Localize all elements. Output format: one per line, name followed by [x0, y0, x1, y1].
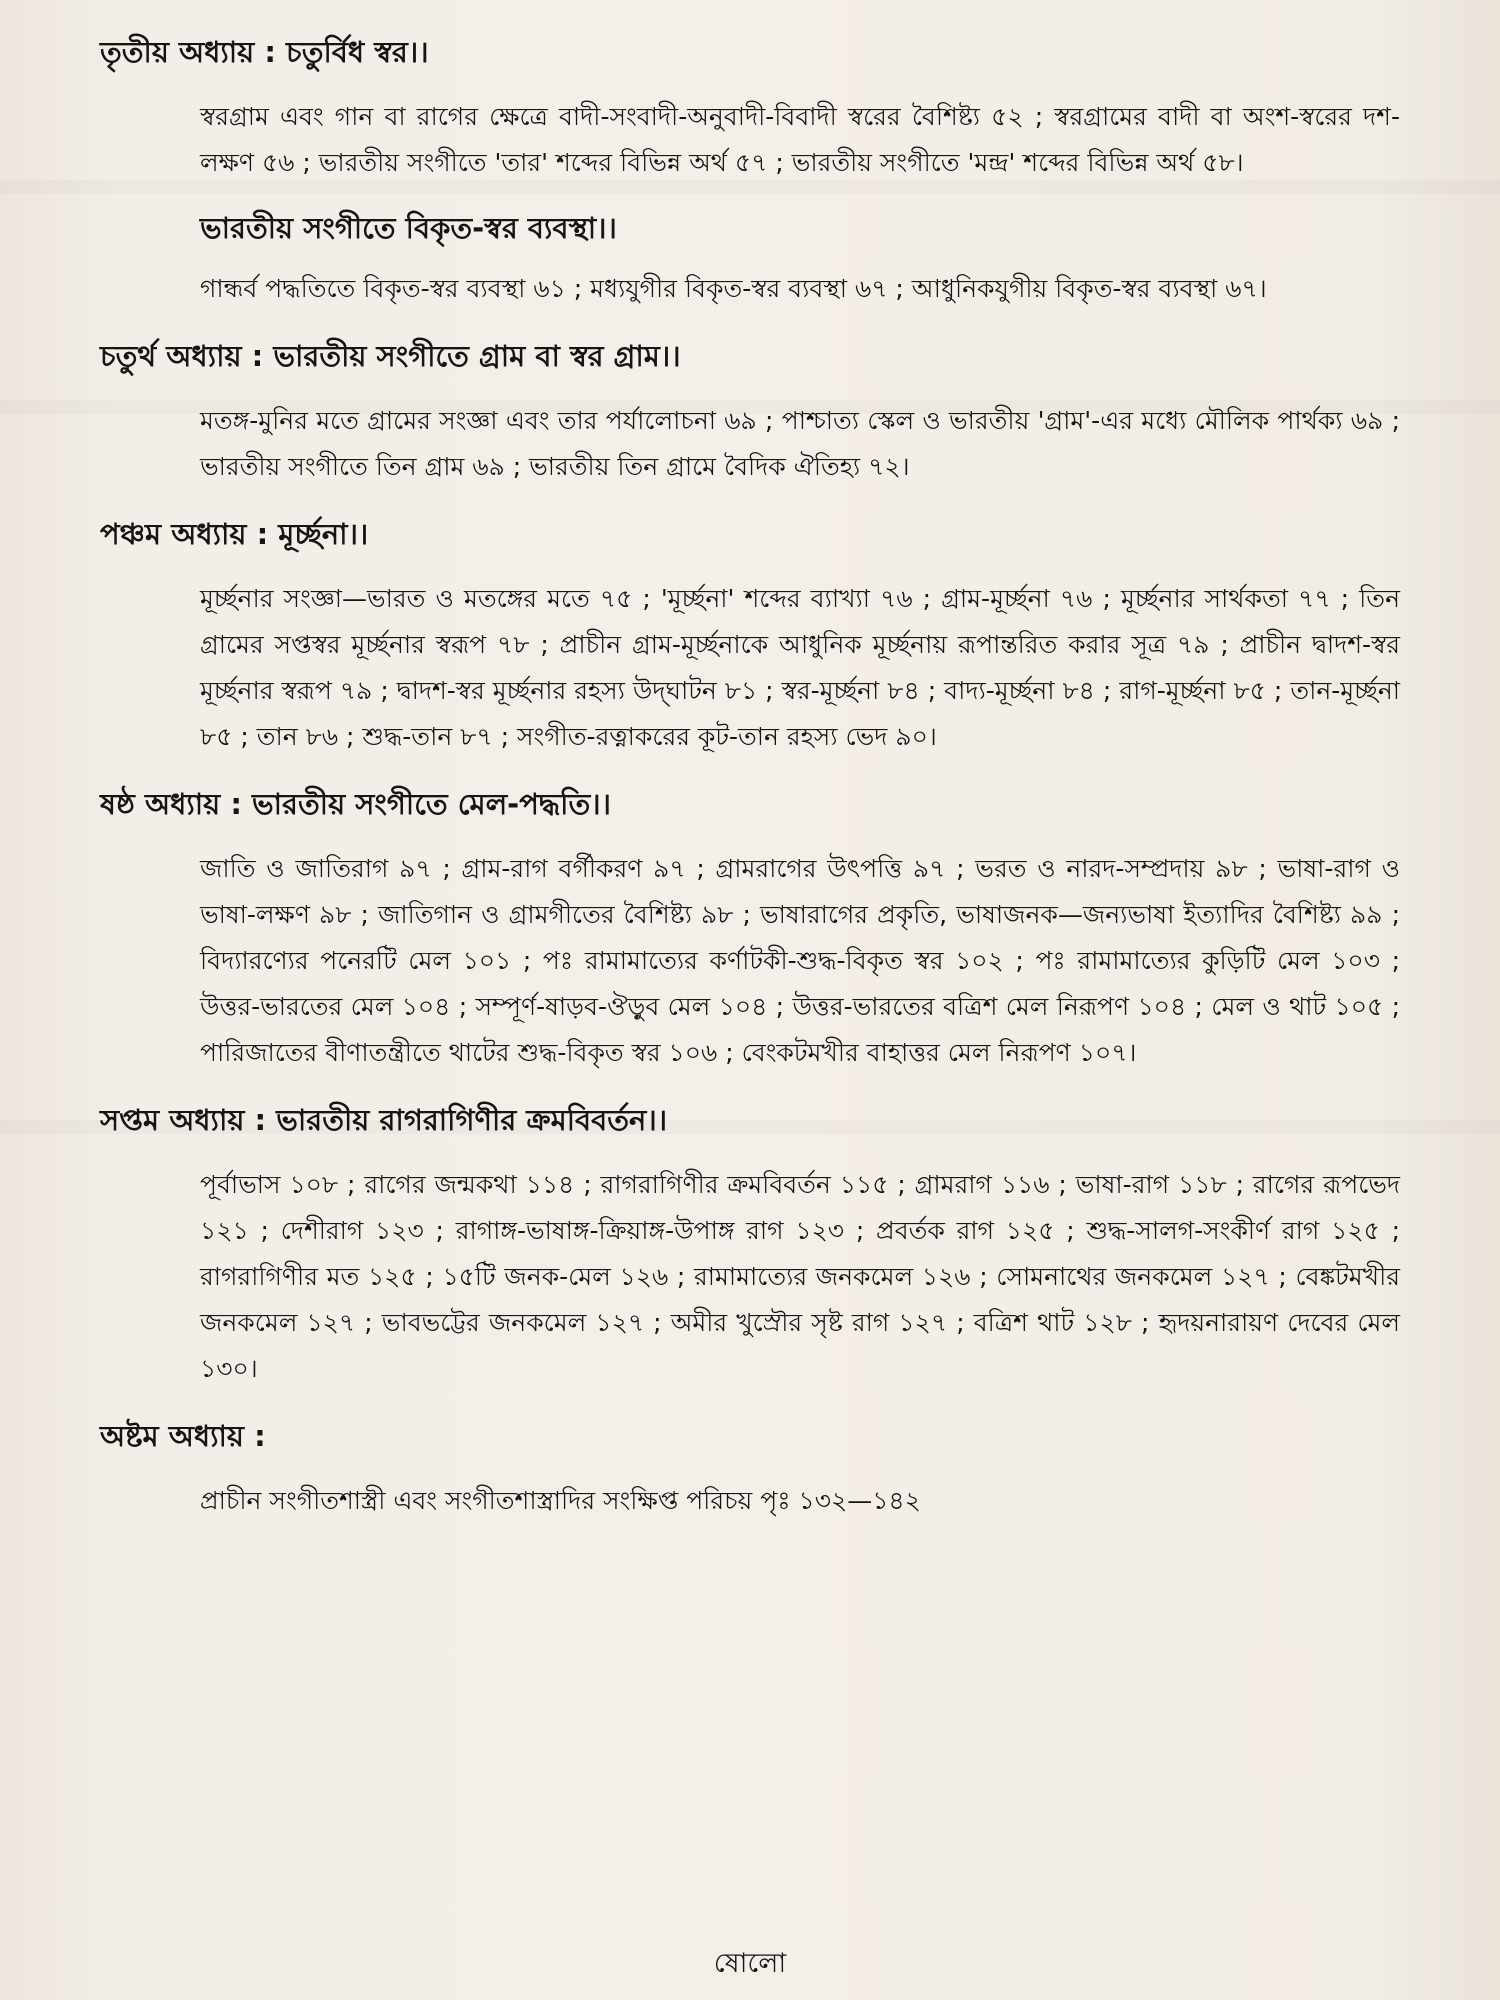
section-heading: ভারতীয় সংগীতে বিকৃত-স্বর ব্যবস্থা।।	[200, 211, 617, 245]
chapter-6	[100, 780, 1400, 1076]
table-of-contents	[100, 28, 1400, 1544]
chapter-heading: পঞ্চম অধ্যায় : মূর্চ্ছনা।।	[100, 517, 369, 551]
chapter-contents: মূর্চ্ছনার সংজ্ঞা—ভারত ও মতঙ্গের মতে ৭৫ ; 'মূর্চ্ছনা' শব্দের ব্যাখ্যা ৭৬ ; গ্রাম-মূর্চ্ছনা ৭৬ ; মূর্চ্ছনার সার্থকতা ৭৭ ; তিন গ্রামের সপ্তস্বর মূর্চ্ছনার স্বরূপ ৭৮ ; প্রাচীন গ্রাম-মূর্চ্ছনাকে আধুনিক মূর্চ্ছনায় রূপান্তরিত করার সূত্র ৭৯ ; প্রাচীন দ্বাদশ-স্বর মূর্চ্ছনার স্বরূপ ৭৯ ; দ্বাদশ-স্বর মূর্চ্ছনার রহস্য উদ্‌ঘাটন ৮১ ; স্বর-মূর্চ্ছনা ৮৪ ; বাদ্য-মূর্চ্ছনা ৮৪ ; রাগ-মূর্চ্ছনা ৮৫ ; তান-মূর্চ্ছনা ৮৫ ; তান ৮৬ ; শুদ্ধ-তান ৮৭ ; সংগীত-রত্নাকরের কূট-তান রহস্য ভেদ ৯০।	[200, 584, 1400, 751]
chapter-contents: স্বরগ্রাম এবং গান বা রাগের ক্ষেত্রে বাদী-সংবাদী-অনুবাদী-বিবাদী স্বরের বৈশিষ্ট্য ৫২ ; স্বরগ্রামের বাদী বা অংশ-স্বরের দশ-লক্ষণ ৫৬ ; ভারতীয় সংগীতে 'তার' শব্দের বিভিন্ন অর্থ ৫৭ ; ভারতীয় সংগীতে 'মন্দ্র' শব্দের বিভিন্ন অর্থ ৫৮।	[200, 102, 1400, 177]
chapter-3	[100, 28, 1400, 312]
chapter-heading: সপ্তম অধ্যায় : ভারতীয় রাগরাগিণীর ক্রমবিবর্তন।।	[100, 1103, 668, 1137]
chapter-heading: চতুর্থ অধ্যায় : ভারতীয় সংগীতে গ্রাম বা স্বর গ্রাম।।	[100, 339, 681, 373]
page-number: ষোলো	[713, 1948, 787, 1979]
section-contents: গান্ধর্ব পদ্ধতিতে বিকৃত-স্বর ব্যবস্থা ৬১ ; মধ্যযুগীর বিকৃত-স্বর ব্যবস্থা ৬৭ ; আধুনিকযুগীয় বিকৃত-স্বর ব্যবস্থা ৬৭।	[200, 274, 1267, 303]
chapter-5	[100, 510, 1400, 760]
chapter-heading: ষষ্ঠ অধ্যায় : ভারতীয় সংগীতে মেল-পদ্ধতি।।	[100, 787, 611, 821]
chapter-heading: তৃতীয় অধ্যায় : চতুর্বিধ স্বর।।	[100, 35, 429, 69]
chapter-8	[100, 1412, 1400, 1524]
chapter-contents: প্রাচীন সংগীতশাস্ত্রী এবং সংগীতশাস্ত্রাদির সংক্ষিপ্ত পরিচয় পৃঃ ১৩২—১৪২	[200, 1486, 921, 1515]
chapter-4	[100, 332, 1400, 490]
chapter-heading: অষ্টম অধ্যায় :	[100, 1419, 266, 1453]
chapter-contents: মতঙ্গ-মুনির মতে গ্রামের সংজ্ঞা এবং তার পর্যালোচনা ৬৯ ; পাশ্চাত্য স্কেল ও ভারতীয় 'গ্রাম'-এর মধ্যে মৌলিক পার্থক্য ৬৯ ; ভারতীয় সংগীতে তিন গ্রাম ৬৯ ; ভারতীয় তিন গ্রামে বৈদিক ঐতিহ্য ৭২।	[200, 406, 1400, 481]
chapter-7	[100, 1096, 1400, 1392]
chapter-contents: পূর্বাভাস ১০৮ ; রাগের জন্মকথা ১১৪ ; রাগরাগিণীর ক্রমবিবর্তন ১১৫ ; গ্রামরাগ ১১৬ ; ভাষা-রাগ ১১৮ ; রাগের রূপভেদ ১২১ ; দেশীরাগ ১২৩ ; রাগাঙ্গ-ভাষাঙ্গ-ক্রিয়াঙ্গ-উপাঙ্গ রাগ ১২৩ ; প্রবর্তক রাগ ১২৫ ; শুদ্ধ-সালগ-সংকীর্ণ রাগ ১২৫ ; রাগরাগিণীর মত ১২৫ ; ১৫টি জনক-মেল ১২৬ ; রামামাত্যের জনকমেল ১২৬ ; সোমনাথের জনকমেল ১২৭ ; বেঙ্কটমখীর জনকমেল ১২৭ ; ভাবভট্টের জনকমেল ১২৭ ; অমীর খুস্রৌর সৃষ্ট রাগ ১২৭ ; বত্রিশ থাট ১২৮ ; হৃদয়নারায়ণ দেবের মেল ১৩০।	[200, 1170, 1400, 1383]
chapter-contents: জাতি ও জাতিরাগ ৯৭ ; গ্রাম-রাগ বর্গীকরণ ৯৭ ; গ্রামরাগের উৎপত্তি ৯৭ ; ভরত ও নারদ-সম্প্রদায় ৯৮ ; ভাষা-রাগ ও ভাষা-লক্ষণ ৯৮ ; জাতিগান ও গ্রামগীতের বৈশিষ্ট্য ৯৮ ; ভাষারাগের প্রকৃতি, ভাষাজনক—জন্যভাষা ইত্যাদির বৈশিষ্ট্য ৯৯ ; বিদ্যারণ্যের পনেরটি মেল ১০১ ; পঃ রামামাত্যের কর্ণাটকী-শুদ্ধ-বিকৃত স্বর ১০২ ; পঃ রামামাত্যের কুড়িটি মেল ১০৩ ; উত্তর-ভারতের মেল ১০৪ ; সম্পূর্ণ-ষাড়ব-ঔড়ুব মেল ১০৪ ; উত্তর-ভারতের বত্রিশ মেল নিরূপণ ১০৪ ; মেল ও থাট ১০৫ ; পারিজাতের বীণাতন্ত্রীতে থাটের শুদ্ধ-বিকৃত স্বর ১০৬ ; বেংকটমখীর বাহাত্তর মেল নিরূপণ ১০৭।	[200, 854, 1400, 1067]
